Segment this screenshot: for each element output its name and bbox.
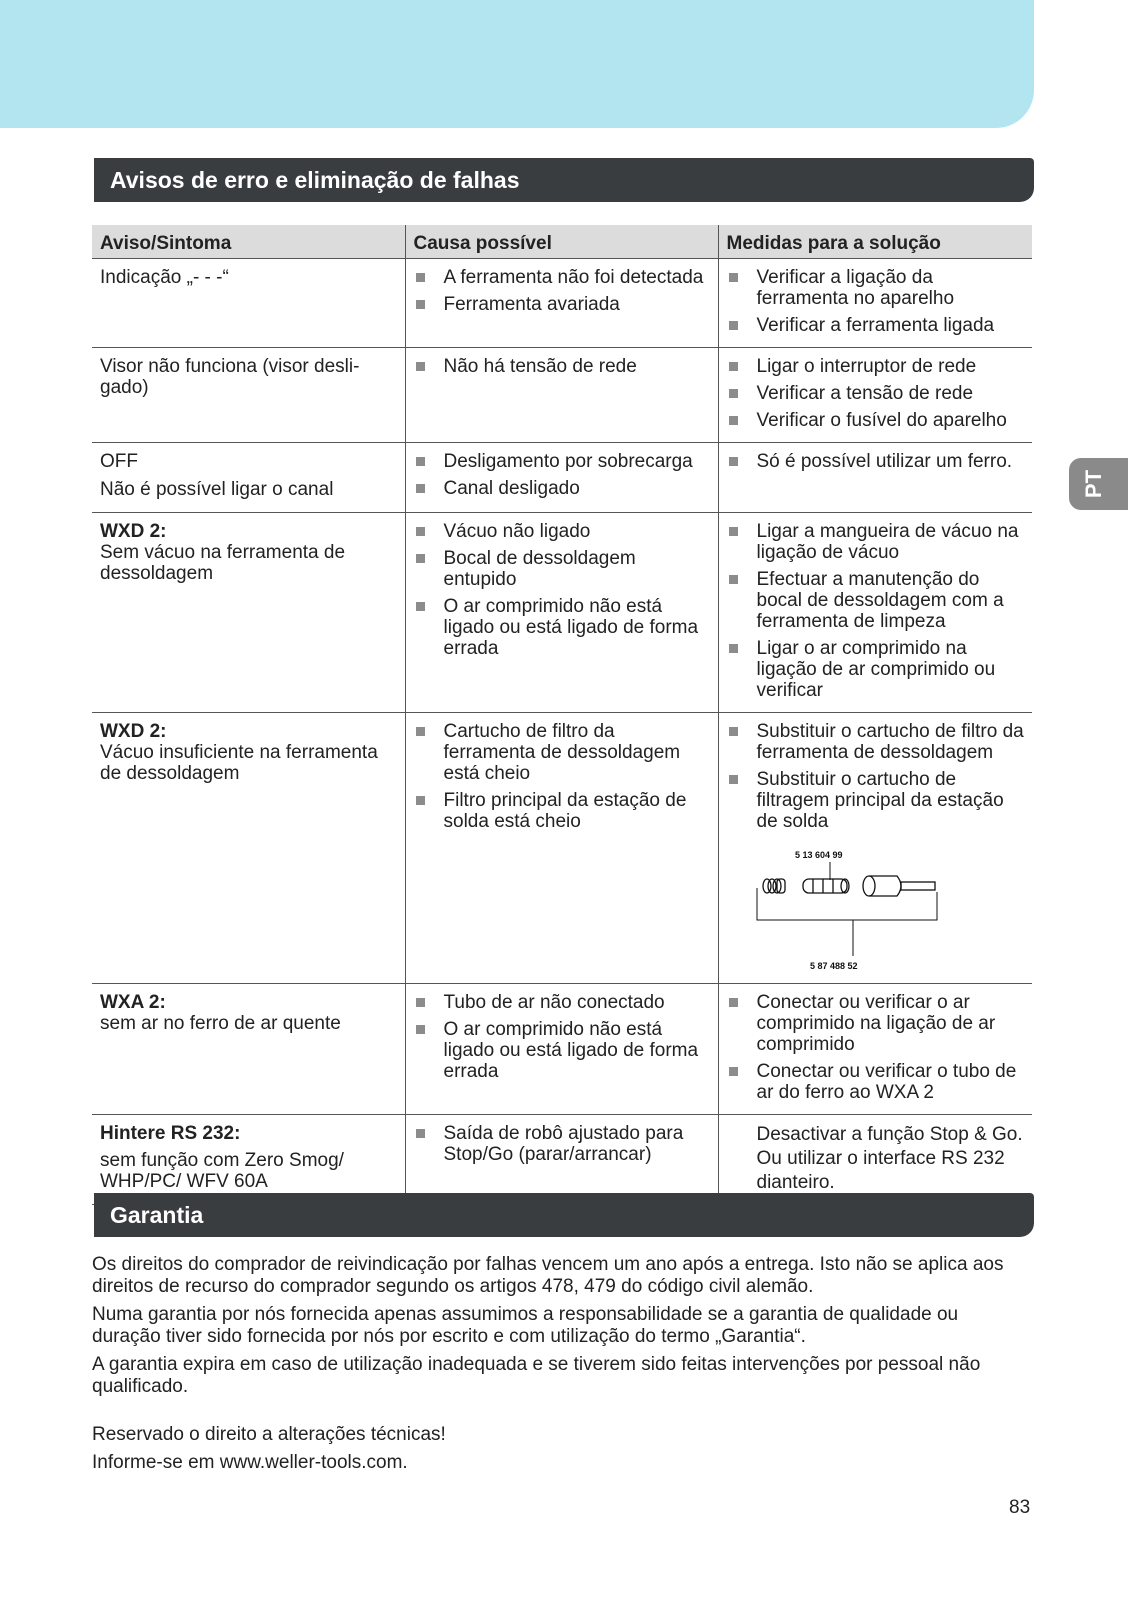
symptom-text: Sem vácuo na ferramenta de dessoldagem xyxy=(100,542,346,584)
page-number: 83 xyxy=(1009,1497,1031,1518)
header-band xyxy=(0,0,1034,128)
language-tab xyxy=(1069,458,1128,510)
solution-cell xyxy=(718,443,1032,513)
symptom-cell xyxy=(92,713,405,984)
fault-table xyxy=(92,225,1032,1205)
table-header-row xyxy=(92,225,1032,259)
symptom-text: OFF xyxy=(100,451,138,472)
list-item: Efectuar a manutenção do bocal de dessoldagem com a ferramenta de limpeza xyxy=(727,569,1025,632)
header-solution: Medidas para a solução xyxy=(718,225,1032,259)
cause-cell xyxy=(405,348,718,443)
table-row xyxy=(92,1115,1032,1205)
list-item: Saída de robô ajustado para Stop/Go (parar/arrancar) xyxy=(414,1123,710,1165)
list-item: Não há tensão de rede xyxy=(414,356,710,377)
symptom-text: Visor não funciona (visor desli-gado) xyxy=(100,356,360,398)
symptom-cell xyxy=(92,259,405,348)
technical-changes-note: Reservado o direito a alterações técnicas! xyxy=(92,1424,446,1445)
solution-cell xyxy=(718,1115,1032,1205)
list-item: Bocal de dessoldagem entupido xyxy=(414,548,710,590)
table-row xyxy=(92,513,1032,713)
table-row xyxy=(92,348,1032,443)
language-tab-label: PT xyxy=(1081,469,1106,499)
solution-cell xyxy=(718,259,1032,348)
filter-parts-figure xyxy=(755,848,955,978)
symptom-heading: WXD 2: xyxy=(100,521,167,542)
table-row xyxy=(92,984,1032,1115)
header-symptom: Aviso/Sintoma xyxy=(92,225,405,259)
list-item: Verificar o fusível do aparelho xyxy=(727,410,1025,431)
symptom-cell xyxy=(92,348,405,443)
symptom-text: Vácuo insuficiente na ferramenta de dessoldagem xyxy=(100,742,378,784)
symptom-text: sem função com Zero Smog/ WHP/PC/ WFV 60A xyxy=(100,1150,344,1192)
list-item: Só é possível utilizar um ferro. xyxy=(727,451,1025,472)
warranty-paragraph: Os direitos do comprador de reivindicação por falhas vencem um ano após a entrega. Isto não se aplica aos direitos de recurso do comprador segundo os artigos 478, 479 do código civil alemão. xyxy=(92,1254,1004,1297)
list-item: Substituir o cartucho de filtragem principal da estação de solda xyxy=(727,769,1025,832)
table-row xyxy=(92,443,1032,513)
section-title-warranty: Garantia xyxy=(94,1193,1034,1237)
part-number-bottom: 5 87 488 52 xyxy=(809,961,858,971)
list-item: Cartucho de filtro da ferramenta de dessoldagem está cheio xyxy=(414,721,710,784)
list-item: Verificar a ligação da ferramenta no aparelho xyxy=(727,267,1025,309)
symptom-text: Indicação „- - -“ xyxy=(100,267,229,288)
cause-cell xyxy=(405,259,718,348)
solution-cell xyxy=(718,513,1032,713)
symptom-cell xyxy=(92,1115,405,1205)
symptom-cell xyxy=(92,443,405,513)
footer-notes xyxy=(92,1424,992,1480)
cause-cell xyxy=(405,713,718,984)
list-item: Ligar o interruptor de rede xyxy=(727,356,1025,377)
list-item: Tubo de ar não conectado xyxy=(414,992,710,1013)
solution-text: Desactivar a função Stop & Go. Ou utilizar o interface RS 232 dianteiro. xyxy=(756,1124,1023,1193)
solution-cell xyxy=(718,713,1032,984)
part-number-top: 5 13 604 99 xyxy=(794,850,843,860)
list-item: O ar comprimido não está ligado ou está ligado de forma errada xyxy=(414,1019,710,1082)
symptom-heading: WXA 2: xyxy=(100,992,166,1013)
header-cause: Causa possível xyxy=(405,225,718,259)
cause-cell xyxy=(405,443,718,513)
section-title-errors: Avisos de erro e eliminação de falhas xyxy=(94,158,1034,202)
table-row xyxy=(92,259,1032,348)
symptom-text: Não é possível ligar o canal xyxy=(100,479,334,500)
list-item: O ar comprimido não está ligado ou está ligado de forma errada xyxy=(414,596,710,659)
list-item: A ferramenta não foi detectada xyxy=(414,267,710,288)
table-row xyxy=(92,713,1032,984)
cause-cell xyxy=(405,984,718,1115)
warranty-paragraph: Numa garantia por nós fornecida apenas assumimos a responsabilidade se a garantia de qualidade ou duração tiver sido fornecida por nós por escrito e com utilização do termo „Garantia“. xyxy=(92,1304,959,1347)
filter-rings-icon xyxy=(763,879,785,893)
symptom-cell xyxy=(92,513,405,713)
list-item: Ferramenta avariada xyxy=(414,294,710,315)
website-note: Informe-se em www.weller-tools.com. xyxy=(92,1452,408,1473)
list-item: Vácuo não ligado xyxy=(414,521,710,542)
list-item: Conectar ou verificar o ar comprimido na ligação de ar comprimido xyxy=(727,992,1025,1055)
symptom-text: sem ar no ferro de ar quente xyxy=(100,1013,341,1034)
cause-cell xyxy=(405,513,718,713)
symptom-heading: WXD 2: xyxy=(100,721,167,742)
filter-tube-icon xyxy=(863,876,935,896)
warranty-paragraph: A garantia expira em caso de utilização inadequada e se tiverem sido feitas intervenções por pessoal não qualificado. xyxy=(92,1354,981,1397)
list-item: Verificar a tensão de rede xyxy=(727,383,1025,404)
list-item: Filtro principal da estação de solda está cheio xyxy=(414,790,710,832)
list-item: Desligamento por sobrecarga xyxy=(414,451,710,472)
cause-cell xyxy=(405,1115,718,1205)
list-item: Ligar o ar comprimido na ligação de ar comprimido ou verificar xyxy=(727,638,1025,701)
list-item: Conectar ou verificar o tubo de ar do ferro ao WXA 2 xyxy=(727,1061,1025,1103)
warranty-text xyxy=(92,1254,1032,1404)
solution-cell xyxy=(718,984,1032,1115)
list-item: Substituir o cartucho de filtro da ferramenta de dessoldagem xyxy=(727,721,1025,763)
list-item: Canal desligado xyxy=(414,478,710,499)
filter-cartridge-icon xyxy=(803,879,849,893)
solution-cell xyxy=(718,348,1032,443)
list-item: Verificar a ferramenta ligada xyxy=(727,315,1025,336)
symptom-cell xyxy=(92,984,405,1115)
list-item: Ligar a mangueira de vácuo na ligação de vácuo xyxy=(727,521,1025,563)
symptom-heading: Hintere RS 232: xyxy=(100,1123,241,1144)
